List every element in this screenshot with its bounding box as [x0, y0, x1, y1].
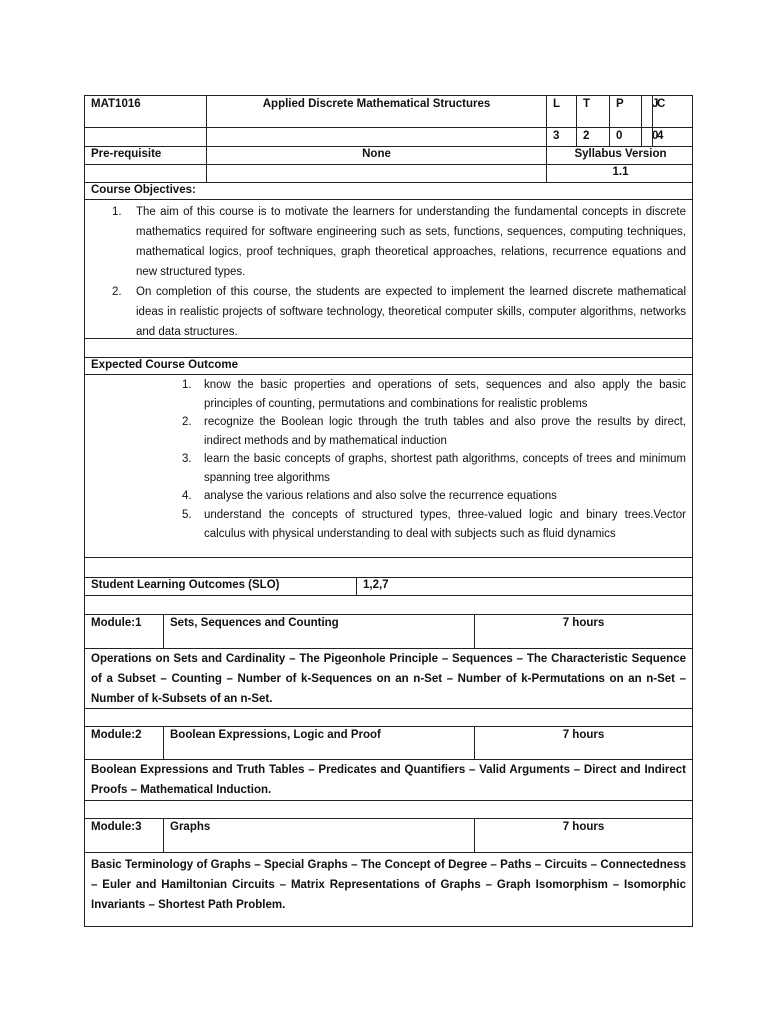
module-2-hours: 7 hours: [474, 727, 692, 759]
ltpjc-label-p: P: [609, 96, 641, 127]
prereq-row: [84, 146, 693, 164]
spacer-row: [84, 595, 693, 614]
objectives-heading-row: [84, 182, 693, 199]
objective-item-2: [112, 282, 686, 342]
syllabus-table: [84, 95, 693, 927]
empty-cell: [206, 128, 546, 146]
course-code: MAT1016: [91, 98, 141, 110]
outcome-item-1: [182, 376, 686, 413]
objectives-list: [112, 202, 686, 342]
empty-cell: [206, 165, 546, 182]
module-3-content: Basic Terminology of Graphs – Special Graphs – The Concept of Degree – Paths – Circuits – Connectedness – Euler and Hamiltonian Circuits – Matrix Representations of Graphs – Graph Isomorphism – Isomorphic Invariants – Shortest Path Problem.: [91, 859, 686, 911]
outcome-number: 3.: [182, 453, 192, 465]
ltpjc-value-l: 3: [546, 128, 576, 146]
empty-cell: [85, 128, 206, 146]
module-3-content-row: [84, 852, 693, 927]
module-3-title: Graphs: [163, 819, 474, 852]
syllabus-version-value: 1.1: [546, 165, 694, 182]
module-3-header-row: [84, 818, 693, 852]
slo-label: Student Learning Outcomes (SLO): [91, 579, 280, 591]
ltpjc-value-c: 4: [652, 128, 694, 146]
objective-number: 2.: [112, 286, 122, 298]
module-1-content: Operations on Sets and Cardinality – The Pigeonhole Principle – Sequences – The Characteristic Sequence of a Subset – Counting – Number of k-Sequences on an n-Set – Number of k-Permutations on an n-Set – Number of k-Subsets of an n-Set.: [91, 653, 686, 705]
ltpjc-label-j: J: [641, 96, 668, 127]
objective-item-1: [112, 202, 686, 282]
outcome-text: recognize the Boolean logic through the truth tables and also prove the results by direct, indirect methods and by mathematical induction: [204, 416, 686, 447]
slo-value: 1,2,7: [356, 578, 692, 595]
syllabus-version-label: Syllabus Version: [546, 147, 694, 164]
module-1-label: Module:1: [91, 617, 142, 629]
outcome-number: 4.: [182, 490, 192, 502]
outcome-text: analyse the various relations and also solve the recurrence equations: [204, 490, 557, 502]
objectives-row: [84, 199, 693, 338]
module-1-header-row: [84, 614, 693, 648]
outcome-heading: Expected Course Outcome: [91, 359, 238, 371]
ltpjc-value-j: 0: [641, 128, 652, 146]
module-3-hours: 7 hours: [474, 819, 692, 852]
outcome-number: 5.: [182, 509, 192, 521]
ltpjc-values-row: [84, 127, 693, 146]
outcome-item-4: [182, 487, 686, 506]
header-row: [84, 95, 693, 127]
module-2-header-row: [84, 726, 693, 759]
outcome-item-3: [182, 450, 686, 487]
ltpjc-value-p: 0: [609, 128, 641, 146]
ltpjc-value-t: 2: [576, 128, 609, 146]
outcome-item-5: [182, 506, 686, 543]
module-3-label: Module:3: [91, 821, 142, 833]
ltpjc-label-c: C: [652, 96, 694, 127]
ltpjc-label-l: L: [546, 96, 576, 127]
module-2-title: Boolean Expressions, Logic and Proof: [163, 727, 474, 759]
outcome-number: 2.: [182, 416, 192, 428]
outcome-text: understand the concepts of structured types, three-valued logic and binary trees.Vector calculus with physical understanding to deal with subjects such as fluid dynamics: [204, 509, 686, 540]
module-1-title: Sets, Sequences and Counting: [163, 615, 474, 648]
course-title: Applied Discrete Mathematical Structures: [206, 96, 546, 127]
outcome-text: learn the basic concepts of graphs, shortest path algorithms, concepts of trees and minimum spanning tree algorithms: [204, 453, 686, 484]
outcome-number: 1.: [182, 379, 192, 391]
outcomes-list: [182, 376, 686, 543]
version-row: [84, 164, 693, 182]
objective-text: On completion of this course, the students are expected to implement the learned discrete mathematical ideas in realistic projects of software technology, theoretical computer skills, computer algorithms, networks and data structures.: [136, 286, 686, 338]
objective-number: 1.: [112, 206, 122, 218]
module-2-label: Module:2: [91, 729, 142, 741]
objective-text: The aim of this course is to motivate the learners for understanding the fundamental concepts in discrete mathematics required for software engineering such as sets, functions, sequences, computing techniques, mathematical logics, proof techniques, graph theoretical approaches, relations, recurrence equations and new structured types.: [136, 206, 686, 278]
module-1-content-row: [84, 648, 693, 708]
ltpjc-label-t: T: [576, 96, 609, 127]
module-2-content-row: [84, 759, 693, 800]
outcome-text: know the basic properties and operations of sets, sequences and also apply the basic principles of counting, permutations and combinations for realistic problems: [204, 379, 686, 410]
objectives-heading: Course Objectives:: [91, 184, 196, 196]
empty-cell: [85, 165, 206, 182]
outcome-item-2: [182, 413, 686, 450]
outcome-heading-row: [84, 357, 693, 374]
spacer-row: [84, 557, 693, 577]
spacer-row: [84, 800, 693, 818]
prereq-label: Pre-requisite: [91, 148, 162, 160]
spacer-row: [84, 338, 693, 357]
module-1-hours: 7 hours: [474, 615, 692, 648]
spacer-row: [84, 708, 693, 726]
module-2-content: Boolean Expressions and Truth Tables – Predicates and Quantifiers – Valid Arguments – Direct and Indirect Proofs – Mathematical Induction.: [91, 764, 686, 796]
slo-row: [84, 577, 693, 595]
prereq-value: None: [206, 147, 546, 164]
outcomes-row: [84, 374, 693, 557]
